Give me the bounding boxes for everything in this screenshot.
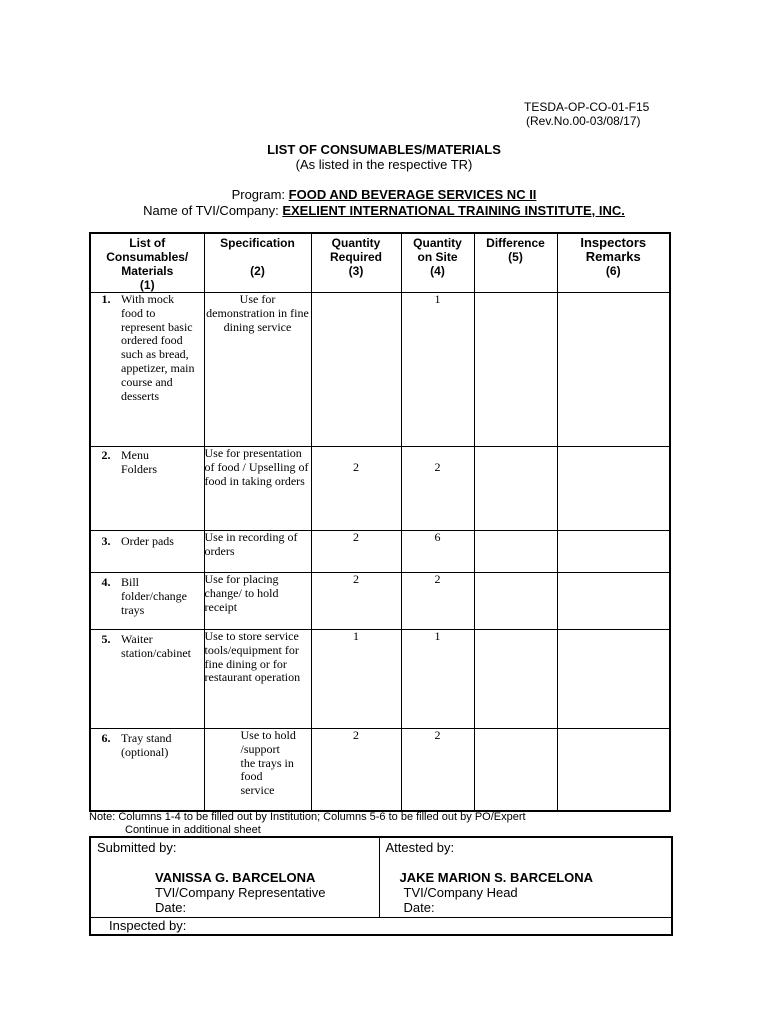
item-cell: 4. Bill folder/change trays (90, 573, 204, 630)
tvi-line (0, 203, 768, 218)
qty-onsite-cell: 1 (401, 293, 474, 447)
page-title: LIST OF CONSUMABLES/MATERIALS (267, 142, 501, 157)
signature-table (89, 836, 673, 936)
difference-cell (474, 729, 557, 811)
table-row (90, 573, 670, 630)
spec-cell: Use in recording of orders (204, 531, 311, 573)
remarks-cell (557, 729, 670, 811)
submitted-by-role: TVI/Company Representative (155, 885, 326, 900)
document-code: TESDA-OP-CO-01-F15 (524, 100, 650, 114)
attested-by-name: JAKE MARION S. BARCELONA (399, 870, 594, 885)
header-difference: Difference (5) (474, 233, 557, 293)
qty-onsite-cell: 1 (401, 630, 474, 729)
submitted-by-cell (90, 837, 379, 918)
submitted-by-name: VANISSA G. BARCELONA (155, 870, 316, 885)
table-row (90, 293, 670, 447)
qty-required-cell: 2 (311, 531, 401, 573)
item-cell: 3. Order pads (90, 531, 204, 573)
qty-onsite-cell: 2 (401, 447, 474, 531)
revision-number: (Rev.No.00-03/08/17) (526, 114, 641, 128)
item-cell: 2. Menu Folders (90, 447, 204, 531)
difference-cell (474, 447, 557, 531)
header-quantity-on-site: Quantity on Site (4) (401, 233, 474, 293)
header-quantity-required: Quantity Required (3) (311, 233, 401, 293)
submitted-by-label: Submitted by: (97, 840, 177, 855)
difference-cell (474, 630, 557, 729)
qty-required-cell: 2 (311, 447, 401, 531)
inspected-by-cell (90, 918, 672, 935)
program-line (0, 187, 768, 202)
program-value: FOOD AND BEVERAGE SERVICES NC II (288, 187, 537, 202)
spec-cell: Use to store service tools/equipment for fine dining or for restaurant operation (204, 630, 311, 729)
table-row (90, 630, 670, 729)
item-cell: 6. Tray stand (optional) (90, 729, 204, 811)
attested-by-label: Attested by: (385, 840, 455, 855)
table-header-row (90, 233, 670, 293)
inspected-by-label: Inspected by: (109, 918, 187, 933)
attested-by-role: TVI/Company Head (403, 885, 518, 900)
difference-cell (474, 293, 557, 447)
attested-by-cell (379, 837, 672, 918)
note-line-2: Continue in additional sheet (125, 824, 261, 836)
table-row (90, 729, 670, 811)
qty-onsite-cell: 6 (401, 531, 474, 573)
submitted-by-date: Date: (155, 900, 187, 915)
qty-onsite-cell: 2 (401, 573, 474, 630)
table-row (90, 531, 670, 573)
tvi-value: EXELIENT INTERNATIONAL TRAINING INSTITUTE, INC. (282, 203, 625, 218)
item-cell: 5. Waiter station/cabinet (90, 630, 204, 729)
table-row (90, 447, 670, 531)
spec-cell: Use for presentation of food / Upselling of food in taking orders (204, 447, 311, 531)
remarks-cell (557, 630, 670, 729)
spec-cell: Use to hold /support the trays in food service (204, 729, 311, 811)
attested-by-date: Date: (403, 900, 435, 915)
tvi-label: Name of TVI/Company: (143, 203, 279, 218)
remarks-cell (557, 447, 670, 531)
difference-cell (474, 531, 557, 573)
item-cell: 1. With mock food to represent basic ordered food such as bread, appetizer, main course and desserts (90, 293, 204, 447)
header-list-of-materials: List of Consumables/ Materials (1) (90, 233, 204, 293)
spec-cell: Use for placing change/ to hold receipt (204, 573, 311, 630)
page-subtitle: (As listed in the respective TR) (295, 157, 473, 172)
remarks-cell (557, 293, 670, 447)
spec-cell: Use for demonstration in fine dining service (204, 293, 311, 447)
qty-required-cell: 1 (311, 630, 401, 729)
remarks-cell (557, 573, 670, 630)
materials-table (89, 232, 671, 812)
qty-onsite-cell: 2 (401, 729, 474, 811)
qty-required-cell: 2 (311, 729, 401, 811)
header-inspectors-remarks: Inspectors Remarks (6) (557, 233, 670, 293)
program-label: Program: (231, 187, 286, 202)
qty-required-cell: 2 (311, 573, 401, 630)
header-specification: Specification (2) (204, 233, 311, 293)
remarks-cell (557, 531, 670, 573)
difference-cell (474, 573, 557, 630)
note-line-1: Note: Columns 1-4 to be filled out by Institution; Columns 5-6 to be filled out by PO/Expert (89, 811, 526, 823)
qty-required-cell (311, 293, 401, 447)
